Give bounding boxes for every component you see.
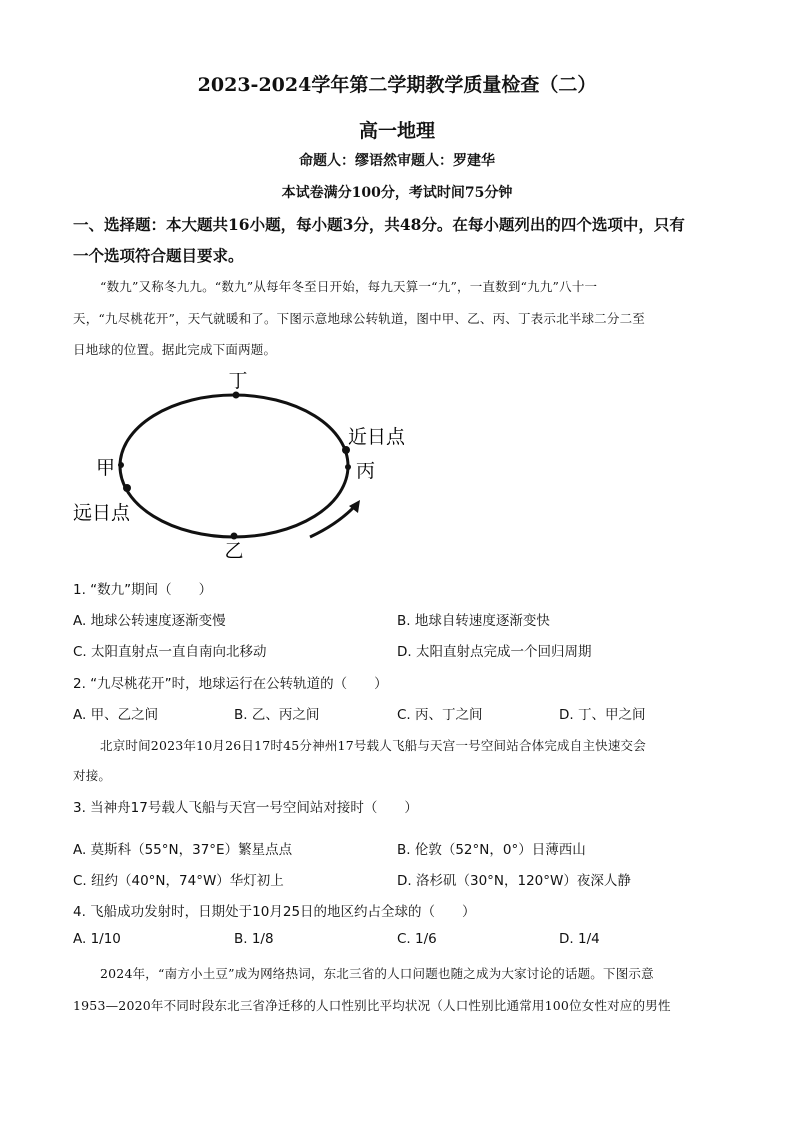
section-heading-line1: 一、选择题：本大题共16小题，每小题3分，共48分。在每小题列出的四个选项中，只有 [73,215,685,234]
label-aphelion: 远日点 [73,502,131,524]
material3-line1: 2024年，“南方小土豆”成为网络热词，东北三省的人口问题也随之成为大家讨论的话题。下图示意 [100,966,654,981]
q2-stem: 2. “九尽桃花开”时，地球运行在公转轨道的（ ） [73,676,388,692]
q1-option-d[interactable]: D. 太阳直射点完成一个回归周期 [397,644,592,660]
q1-option-a[interactable]: A. 地球公转速度逐渐变慢 [73,613,226,629]
material2-line1: 北京时间2023年10月26日17时45分神州17号载人飞船与天宫一号空间站合体完成自主快速交会 [100,738,646,753]
label-perihelion: 近日点 [348,426,406,448]
label-yi: 乙 [224,540,244,562]
q3-option-d[interactable]: D. 洛杉矶（30°N，120°W）夜深人静 [397,873,631,889]
section-heading-line2: 一个选项符合题目要求。 [73,246,244,265]
position-yi-dot [231,533,238,540]
label-bing: 丙 [356,460,376,482]
q2-option-d[interactable]: D. 丁、甲之间 [559,707,646,723]
q1-option-c[interactable]: C. 太阳直射点一直自南向北移动 [73,644,267,660]
q2-option-a[interactable]: A. 甲、乙之间 [73,707,159,723]
q4-option-c[interactable]: C. 1/6 [397,931,437,947]
material1-line2: 天，“九尽桃花开”，天气就暖和了。下图示意地球公转轨道，图中甲、乙、丙、丁表示北半球二分二至 [73,311,645,326]
q2-option-c[interactable]: C. 丙、丁之间 [397,707,483,723]
revolution-direction-arrow [310,505,356,537]
q1-option-b[interactable]: B. 地球自转速度逐渐变快 [397,613,550,629]
q4-stem: 4. 飞船成功发射时，日期处于10月25日的地区约占全球的（ ） [73,904,476,920]
position-ding-dot [233,392,240,399]
q4-option-d[interactable]: D. 1/4 [559,931,600,947]
exam-subject: 高一地理 [358,120,435,142]
orbit-diagram [60,360,440,570]
label-jia: 甲 [96,457,116,479]
q3-option-c[interactable]: C. 纽约（40°N，74°W）华灯初上 [73,873,284,889]
q4-option-b[interactable]: B. 1/8 [234,931,274,947]
label-ding: 丁 [228,370,248,392]
exam-authors: 命题人：缪语然审题人：罗建华 [299,153,495,169]
q3-stem: 3. 当神舟17号载人飞船与天宫一号空间站对接时（ ） [73,800,418,816]
position-jia-dot [118,462,124,468]
q2-option-b[interactable]: B. 乙、丙之间 [234,707,320,723]
material2-line2: 对接。 [73,768,112,783]
aphelion-dot [123,484,131,492]
material1-line3: 日地球的位置。据此完成下面两题。 [73,342,277,357]
q3-option-b[interactable]: B. 伦敦（52°N，0°）日薄西山 [397,842,586,858]
position-bing-dot [345,464,351,470]
material1-line1: “数九”又称冬九九。“数九”从每年冬至日开始，每九天算一“九”，一直数到“九九”八十一 [100,279,598,294]
material3-line2: 1953—2020年不同时段东北三省净迁移的人口性别比平均状况（人口性别比通常用100位女性对应的男性 [73,998,671,1013]
q3-option-a[interactable]: A. 莫斯科（55°N，37°E）繁星点点 [73,842,293,858]
orbit-ellipse [120,395,348,537]
exam-info: 本试卷满分100分，考试时间75分钟 [281,185,513,201]
q4-option-a[interactable]: A. 1/10 [73,931,121,947]
q1-stem: 1. “数九”期间（ ） [73,582,213,598]
exam-title: 2023-2024学年第二学期教学质量检查（二） [197,74,597,96]
